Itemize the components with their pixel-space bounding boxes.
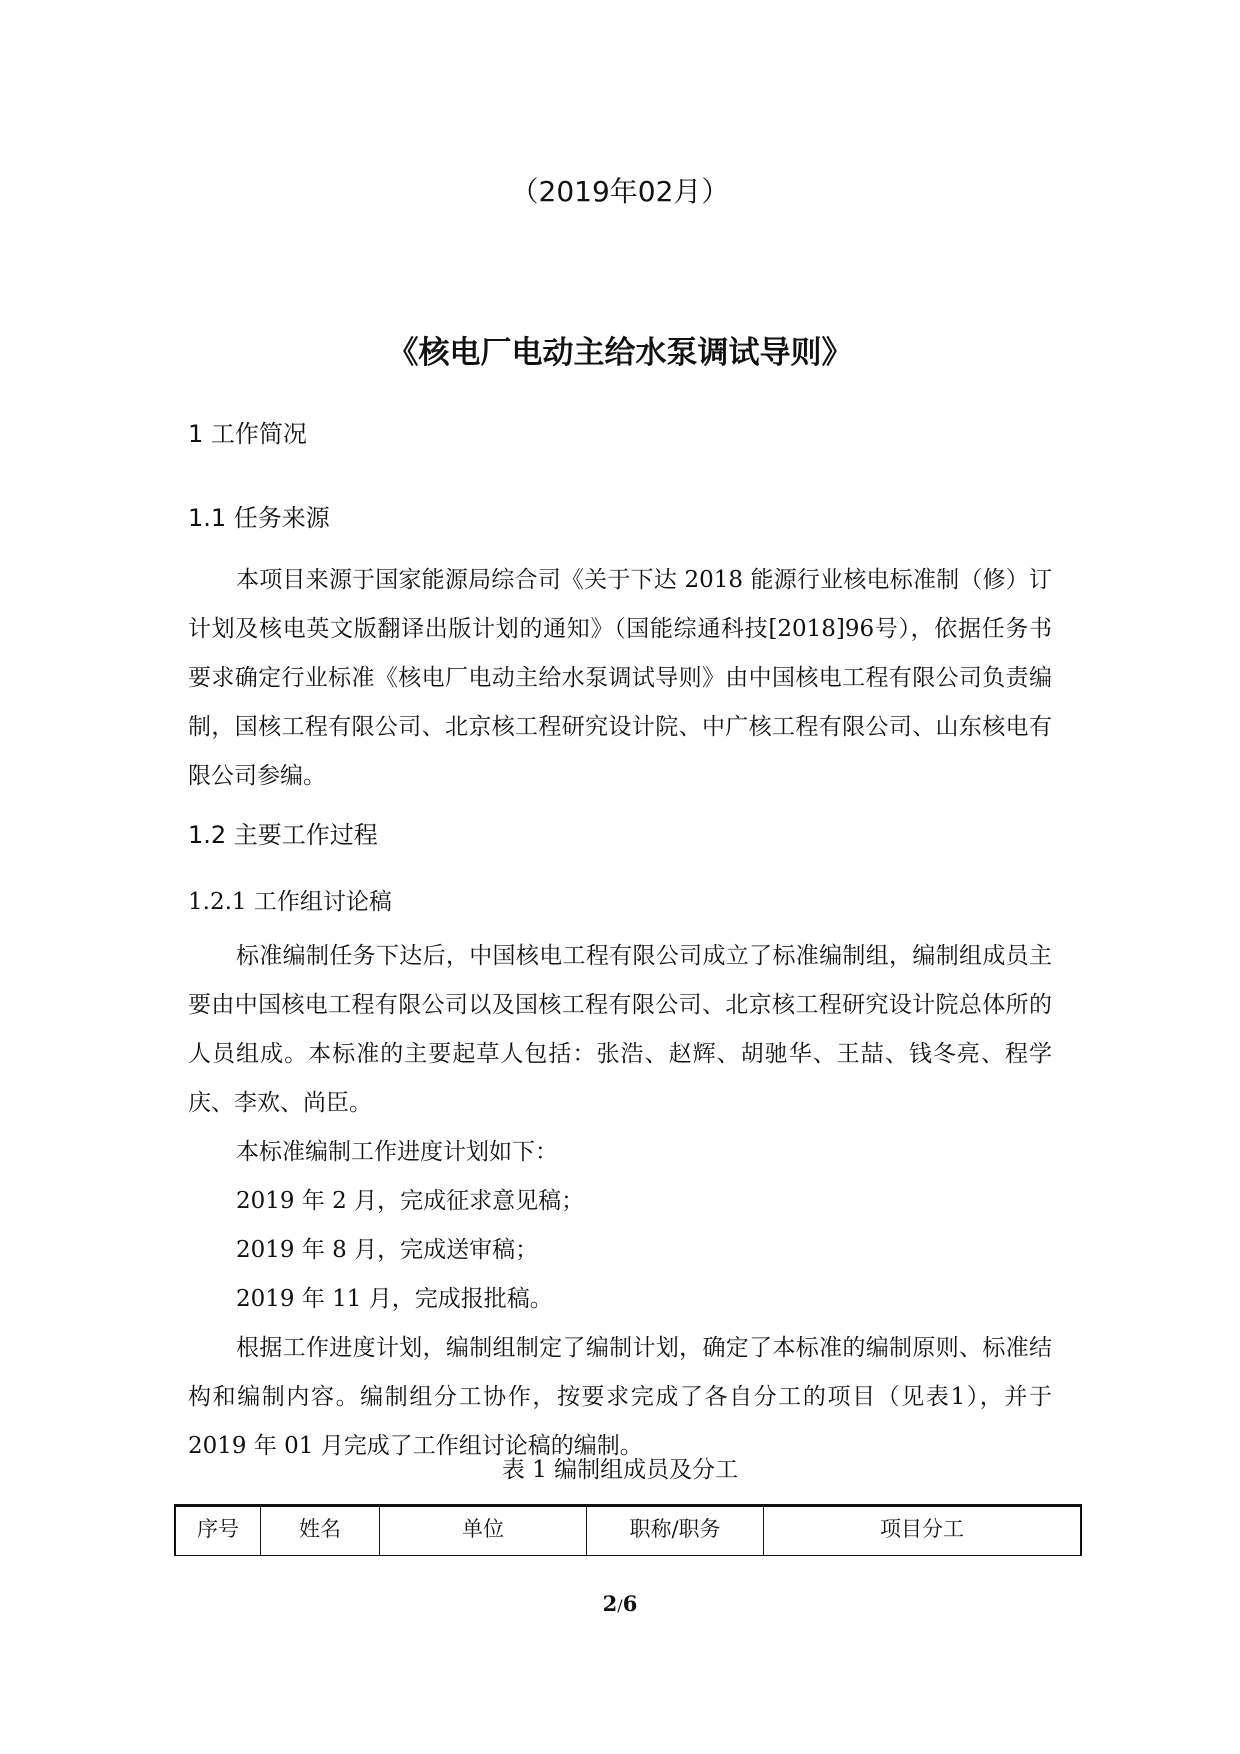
column-header-assignment: 项目分工 (764, 1506, 1082, 1556)
task-source-paragraph: 本项目来源于国家能源局综合司《关于下达 2018 能源行业核电标准制（修）订计划及核电英文版翻译出版计划的通知》（国能综通科技[2018]96号），依据任务书要求确定行业标准《核电厂电动主给水泵调试导则》由中国核电工程有限公司负责编制，国核工程有限公司、北京核工程研究设计院、中广核工程有限公司、山东核电有限公司参编。 (188, 567, 1052, 789)
column-header-serial: 序号 (175, 1506, 261, 1556)
document-date: （2019年02月） (510, 175, 730, 208)
total-pages: 6 (622, 1591, 638, 1616)
member-table (174, 1504, 1082, 1556)
table-caption: 表 1 编制组成员及分工 (501, 1457, 739, 1483)
current-page: 2 (602, 1591, 618, 1616)
table-header-row (175, 1506, 1081, 1556)
drafting-group-paragraph: 标准编制任务下达后，中国核电工程有限公司成立了标准编制组，编制组成员主要由中国核电工程有限公司以及国核工程有限公司、北京核工程研究设计院总体所的人员组成。本标准的主要起草人包括：张浩、赵辉、胡驰华、王喆、钱冬亮、程学庆、李欢、尚臣。 (188, 943, 1052, 1116)
schedule-intro: 本标准编制工作进度计划如下： (236, 1139, 558, 1165)
page-number (0, 1586, 1240, 1624)
schedule-item: 2019 年 8 月，完成送审稿； (236, 1237, 539, 1263)
section-heading-working-draft: 1.2.1 工作组讨论稿 (188, 889, 392, 915)
column-header-unit: 单位 (380, 1506, 587, 1556)
work-plan-paragraph: 根据工作进度计划，编制组制定了编制计划，确定了本标准的编制原则、标准结构和编制内容。编制组分工协作，按要求完成了各自分工的项目（见表1），并于 2019 年 01 月完成了工作组讨论稿的编制。 (188, 1335, 1052, 1459)
schedule-item: 2019 年 11 月，完成报批稿。 (236, 1286, 553, 1312)
section-heading-task-source: 1.1 任务来源 (188, 504, 330, 532)
document-title: 《核电厂电动主给水泵调试导则》 (387, 335, 853, 371)
schedule-item: 2019 年 2 月，完成征求意见稿； (236, 1188, 585, 1214)
column-header-title: 职称/职务 (587, 1506, 764, 1556)
column-header-name: 姓名 (261, 1506, 380, 1556)
page-separator: / (617, 1596, 623, 1615)
section-heading-main-work-process: 1.2 主要工作过程 (188, 821, 378, 849)
section-heading-work-overview: 1 工作简况 (188, 420, 307, 448)
